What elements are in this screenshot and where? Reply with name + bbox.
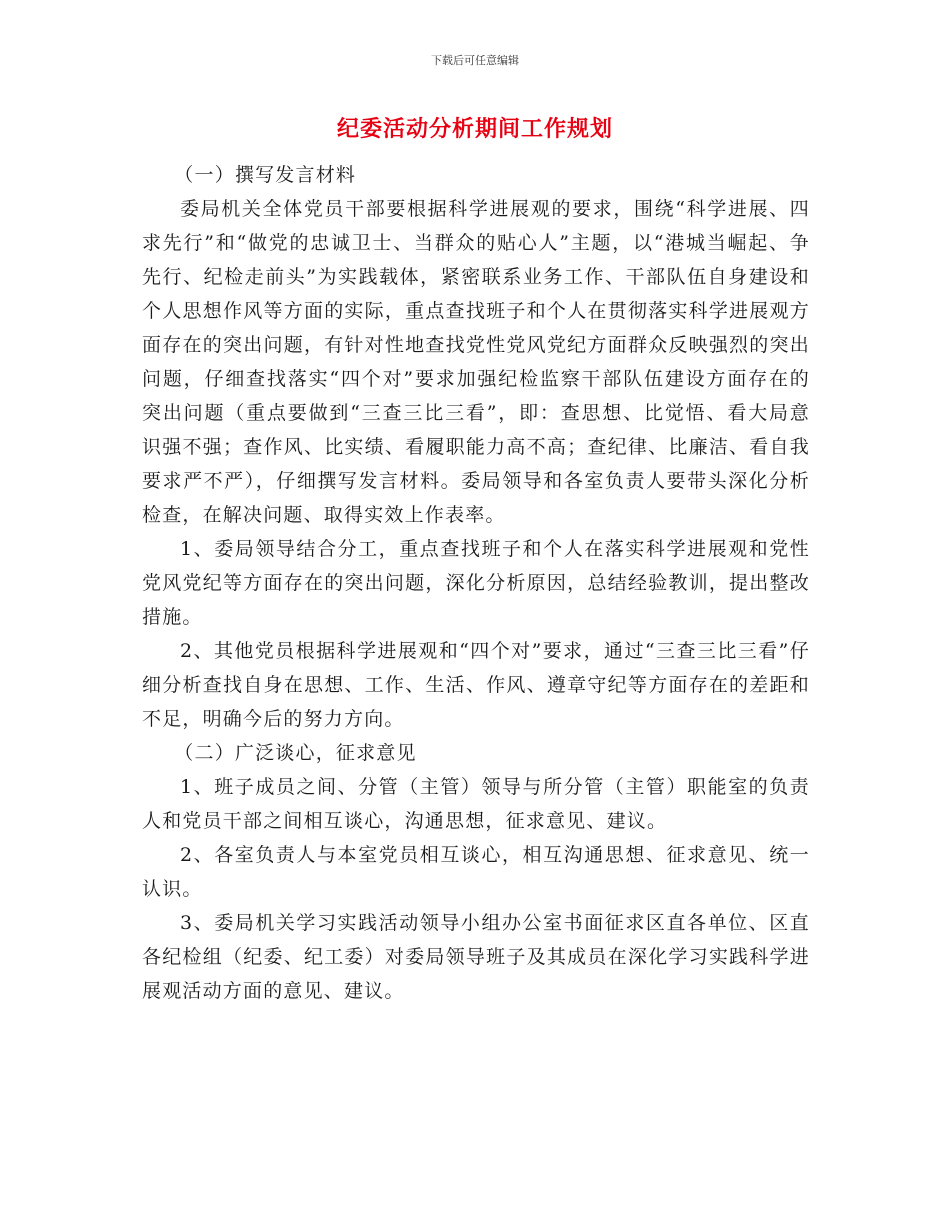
section-heading-1: （一）撰写发言材料 — [174, 164, 357, 186]
document-title: 纪委活动分析期间工作规划 — [336, 117, 613, 142]
paragraph: 2、其他党员根据科学进展观和“四个对”要求，通过“三查三比三看”仔细分析查找自身在思想、工作、生活、作风、遵章守纪等方面存在的差距和不足，明确今后的努力方向。 — [142, 640, 810, 730]
paragraph: 1、委局领导结合分工，重点查找班子和个人在落实科学进展观和党性党风党纪等方面存在的突出问题，深化分析原因，总结经验教训，提出整改措施。 — [142, 538, 810, 628]
section-heading-2: （二）广泛谈心，征求意见 — [174, 742, 417, 764]
document-body — [142, 158, 810, 1008]
paragraph: 2、各室负责人与本室党员相互谈心，相互沟通思想、征求意见、统一认识。 — [142, 844, 810, 900]
paragraph: 1、班子成员之间、分管（主管）领导与所分管（主管）职能室的负责人和党员干部之间相互谈心，沟通思想，征求意见、建议。 — [142, 776, 810, 832]
paragraph: 3、委局机关学习实践活动领导小组办公室书面征求区直各单位、区直各纪检组（纪委、纪工委）对委局领导班子及其成员在深化学习实践科学进展观活动方面的意见、建议。 — [142, 912, 810, 1002]
page-header-note: 下载后可任意编辑 — [431, 54, 519, 67]
paragraph: 委局机关全体党员干部要根据科学进展观的要求，围绕“科学进展、四求先行”和“做党的忠诚卫士、当群众的贴心人”主题，以“港城当崛起、争先行、纪检走前头”为实践载体，紧密联系业务工作、干部队伍自身建设和个人思想作风等方面的实际，重点查找班子和个人在贯彻落实科学进展观方面存在的突出问题，有针对性地查找党性党风党纪方面群众反映强烈的突出问题，仔细查找落实“四个对”要求加强纪检监察干部队伍建设方面存在的突出问题（重点要做到“三查三比三看”，即：查思想、比觉悟、看大局意识强不强；查作风、比实绩、看履职能力高不高；查纪律、比廉洁、看自我要求严不严），仔细撰写发言材料。委局领导和各室负责人要带头深化分析检查，在解决问题、取得实效上作表率。 — [142, 198, 810, 526]
